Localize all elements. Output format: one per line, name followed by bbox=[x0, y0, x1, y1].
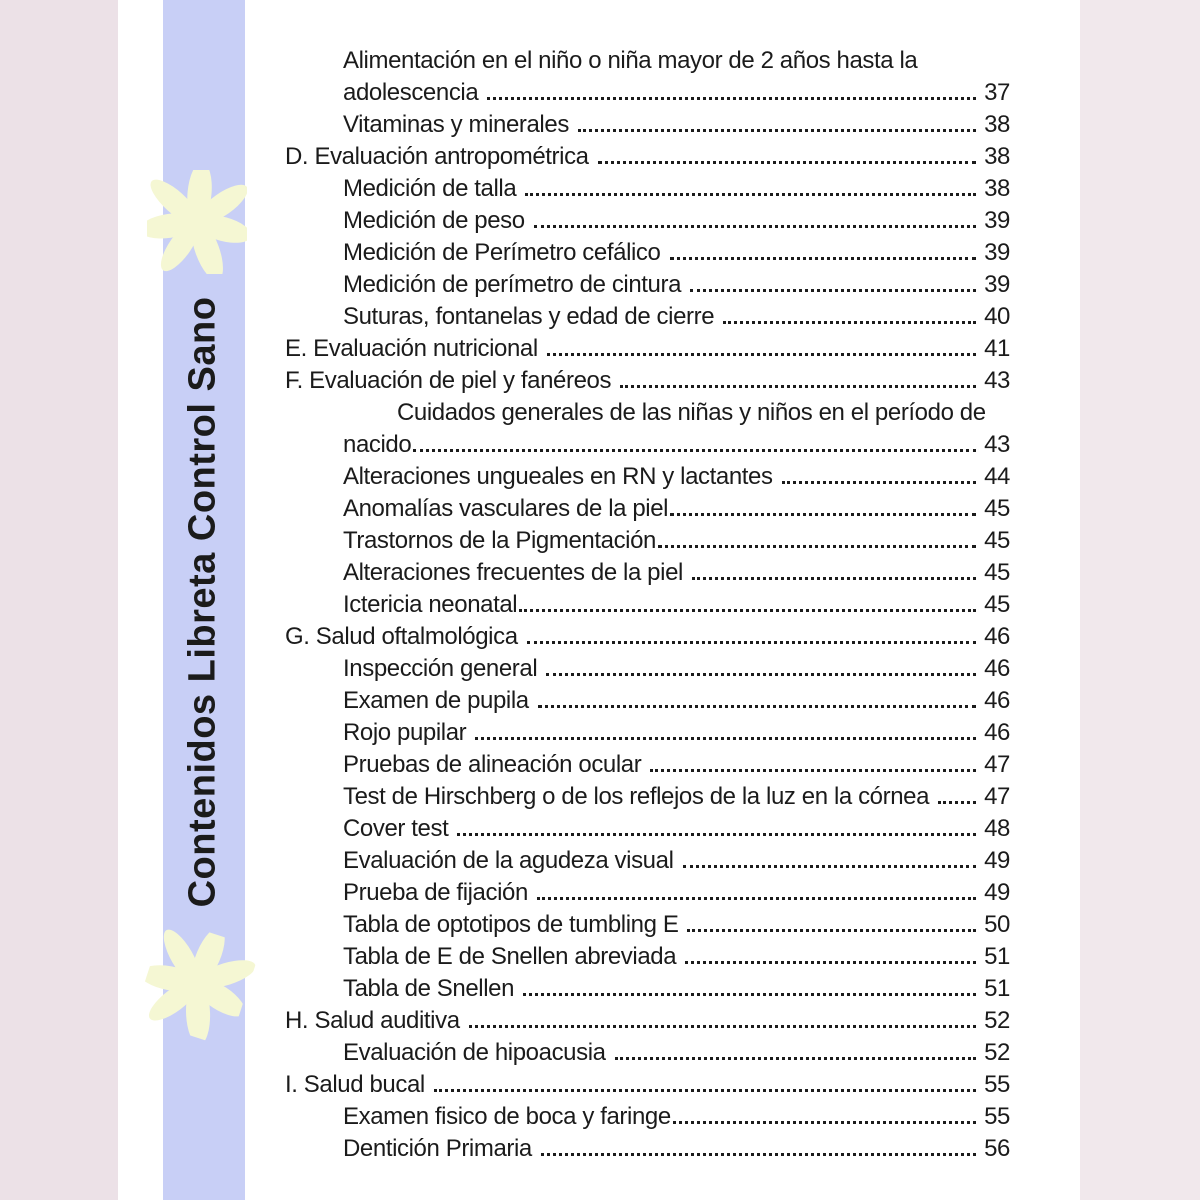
dot-leader bbox=[475, 737, 976, 740]
dot-leader bbox=[615, 1057, 977, 1060]
toc-page-number: 47 bbox=[984, 783, 1010, 810]
dot-leader bbox=[413, 449, 976, 452]
toc-entry-label: Medición de perímetro de cintura bbox=[343, 271, 682, 298]
toc-page-number: 40 bbox=[984, 303, 1010, 330]
page-title: Contenidos Libreta Control Sano bbox=[181, 296, 224, 908]
toc-entry-label: Tabla de Snellen bbox=[343, 975, 515, 1002]
toc-row bbox=[285, 493, 1010, 525]
toc-entry-label: Alteraciones frecuentes de la piel bbox=[343, 559, 683, 586]
toc-row bbox=[285, 1101, 1010, 1133]
dot-leader bbox=[578, 129, 976, 132]
toc-row bbox=[285, 909, 1010, 941]
toc-entry-label: Cover test bbox=[343, 815, 449, 842]
toc-entry-label: Inspección general bbox=[343, 655, 538, 682]
dot-leader bbox=[692, 577, 976, 580]
toc-row bbox=[285, 205, 1010, 237]
toc-page-number: 45 bbox=[984, 559, 1010, 586]
toc-entry-label: Evaluación de la agudeza visual bbox=[343, 847, 674, 874]
toc-page-number: 51 bbox=[984, 975, 1010, 1002]
toc-entry-label: Medición de peso bbox=[343, 207, 525, 234]
toc-entry-label: G. Salud oftalmológica bbox=[285, 623, 518, 650]
toc-row bbox=[285, 77, 1010, 109]
toc-row bbox=[285, 141, 1010, 173]
dot-leader bbox=[598, 161, 976, 164]
toc-row bbox=[285, 173, 1010, 205]
toc-row bbox=[285, 685, 1010, 717]
toc-entry-label: Vitaminas y minerales bbox=[343, 111, 569, 138]
toc-page-number: 39 bbox=[984, 271, 1010, 298]
right-margin bbox=[1080, 0, 1200, 1200]
toc-entry-label: Cuidados generales de las niñas y niños en el período de bbox=[397, 399, 986, 426]
toc-row bbox=[285, 973, 1010, 1005]
toc-row bbox=[285, 749, 1010, 781]
dot-leader bbox=[487, 97, 976, 100]
dot-leader bbox=[658, 545, 976, 548]
toc-entry-label: Ictericia neonatal bbox=[343, 591, 518, 618]
toc-row bbox=[285, 813, 1010, 845]
dot-leader bbox=[469, 1025, 976, 1028]
toc-row bbox=[285, 45, 1010, 77]
dot-leader bbox=[527, 641, 976, 644]
toc-row bbox=[285, 589, 1010, 621]
toc-row bbox=[285, 269, 1010, 301]
toc-page-number: 45 bbox=[984, 527, 1010, 554]
toc-page-number: 55 bbox=[984, 1071, 1010, 1098]
toc-row bbox=[285, 397, 1010, 429]
toc-entry-label: Medición de talla bbox=[343, 175, 517, 202]
toc-page-number: 48 bbox=[984, 815, 1010, 842]
dot-leader bbox=[546, 673, 976, 676]
toc-row bbox=[285, 525, 1010, 557]
toc-page-number: 45 bbox=[984, 495, 1010, 522]
dot-leader bbox=[537, 897, 976, 900]
document-page bbox=[118, 0, 1080, 1200]
dot-leader bbox=[534, 225, 976, 228]
dot-leader bbox=[685, 961, 976, 964]
toc-page-number: 37 bbox=[984, 79, 1010, 106]
toc-entry-label: Tabla de E de Snellen abreviada bbox=[343, 943, 677, 970]
dot-leader bbox=[938, 801, 976, 804]
toc-page-number: 55 bbox=[984, 1103, 1010, 1130]
toc-entry-label: F. Evaluación de piel y fanéreos bbox=[285, 367, 612, 394]
toc-entry-label: Tabla de optotipos de tumbling E bbox=[343, 911, 679, 938]
toc-row bbox=[285, 109, 1010, 141]
toc-entry-label: Dentición Primaria bbox=[343, 1135, 532, 1162]
dot-leader bbox=[523, 993, 976, 996]
toc-row bbox=[285, 333, 1010, 365]
toc-page-number: 50 bbox=[984, 911, 1010, 938]
toc-entry-label: Test de Hirschberg o de los reflejos de la luz en la córnea bbox=[343, 783, 930, 810]
toc-page-number: 38 bbox=[984, 111, 1010, 138]
toc-page-number: 39 bbox=[984, 207, 1010, 234]
toc-row bbox=[285, 557, 1010, 589]
toc-page-number: 43 bbox=[984, 367, 1010, 394]
toc-page-number: 46 bbox=[984, 655, 1010, 682]
dot-leader bbox=[519, 609, 976, 612]
toc-row bbox=[285, 877, 1010, 909]
toc-entry-label: Medición de Perímetro cefálico bbox=[343, 239, 661, 266]
toc-page-number: 49 bbox=[984, 847, 1010, 874]
toc-page-number: 52 bbox=[984, 1039, 1010, 1066]
toc-row bbox=[285, 781, 1010, 813]
toc-row bbox=[285, 1069, 1010, 1101]
toc-row bbox=[285, 1005, 1010, 1037]
toc-page-number: 52 bbox=[984, 1007, 1010, 1034]
toc-row bbox=[285, 621, 1010, 653]
dot-leader bbox=[687, 929, 976, 932]
dot-leader bbox=[434, 1089, 976, 1092]
toc-entry-label: adolescencia bbox=[343, 79, 479, 106]
toc-row bbox=[285, 845, 1010, 877]
toc-page-number: 45 bbox=[984, 591, 1010, 618]
dot-leader bbox=[690, 289, 976, 292]
toc-row bbox=[285, 237, 1010, 269]
toc-entry-label: Pruebas de alineación ocular bbox=[343, 751, 642, 778]
toc-page-number: 38 bbox=[984, 143, 1010, 170]
toc-entry-label: Alimentación en el niño o niña mayor de 2 años hasta la bbox=[343, 47, 918, 74]
dot-leader bbox=[538, 705, 976, 708]
toc-row bbox=[285, 653, 1010, 685]
toc-page-number: 51 bbox=[984, 943, 1010, 970]
toc-row bbox=[285, 941, 1010, 973]
toc-row bbox=[285, 1133, 1010, 1165]
toc-page-number: 56 bbox=[984, 1135, 1010, 1162]
dot-leader bbox=[547, 353, 976, 356]
dot-leader bbox=[650, 769, 976, 772]
toc-entry-label: E. Evaluación nutricional bbox=[285, 335, 538, 362]
toc-page-number: 47 bbox=[984, 751, 1010, 778]
toc-row bbox=[285, 461, 1010, 493]
toc-entry-label: Anomalías vasculares de la piel bbox=[343, 495, 669, 522]
flower-top-icon bbox=[147, 170, 247, 274]
toc-entry-label: I. Salud bucal bbox=[285, 1071, 425, 1098]
toc-row bbox=[285, 301, 1010, 333]
dot-leader bbox=[670, 513, 976, 516]
dot-leader bbox=[620, 385, 976, 388]
flower-petals bbox=[147, 170, 247, 274]
toc-row bbox=[285, 365, 1010, 397]
toc-row bbox=[285, 717, 1010, 749]
dot-leader bbox=[673, 1121, 976, 1124]
toc-page-number: 46 bbox=[984, 719, 1010, 746]
toc-page-number: 41 bbox=[984, 335, 1010, 362]
dot-leader bbox=[723, 321, 976, 324]
toc-page-number: 49 bbox=[984, 879, 1010, 906]
dot-leader bbox=[457, 833, 976, 836]
toc-page-number: 43 bbox=[984, 431, 1010, 458]
toc-entry-label: Trastornos de la Pigmentación bbox=[343, 527, 657, 554]
toc-entry-label: nacido bbox=[343, 431, 412, 458]
toc-entry-label: H. Salud auditiva bbox=[285, 1007, 460, 1034]
table-of-contents bbox=[285, 45, 1010, 1165]
toc-row bbox=[285, 1037, 1010, 1069]
toc-entry-label: Suturas, fontanelas y edad de cierre bbox=[343, 303, 715, 330]
toc-entry-label: Prueba de fijación bbox=[343, 879, 528, 906]
toc-row bbox=[285, 429, 1010, 461]
toc-page-number: 39 bbox=[984, 239, 1010, 266]
toc-entry-label: Examen fisico de boca y faringe bbox=[343, 1103, 671, 1130]
toc-entry-label: Rojo pupilar bbox=[343, 719, 467, 746]
dot-leader bbox=[670, 257, 977, 260]
toc-page-number: 38 bbox=[984, 175, 1010, 202]
dot-leader bbox=[683, 865, 977, 868]
toc-entry-label: Examen de pupila bbox=[343, 687, 529, 714]
toc-page-number: 44 bbox=[984, 463, 1010, 490]
dot-leader bbox=[782, 481, 976, 484]
toc-entry-label: Evaluación de hipoacusia bbox=[343, 1039, 606, 1066]
toc-entry-label: D. Evaluación antropométrica bbox=[285, 143, 589, 170]
dot-leader bbox=[525, 193, 976, 196]
toc-page-number: 46 bbox=[984, 623, 1010, 650]
toc-entry-label: Alteraciones ungueales en RN y lactantes bbox=[343, 463, 773, 490]
left-margin bbox=[0, 0, 118, 1200]
dot-leader bbox=[541, 1153, 976, 1156]
toc-page-number: 46 bbox=[984, 687, 1010, 714]
